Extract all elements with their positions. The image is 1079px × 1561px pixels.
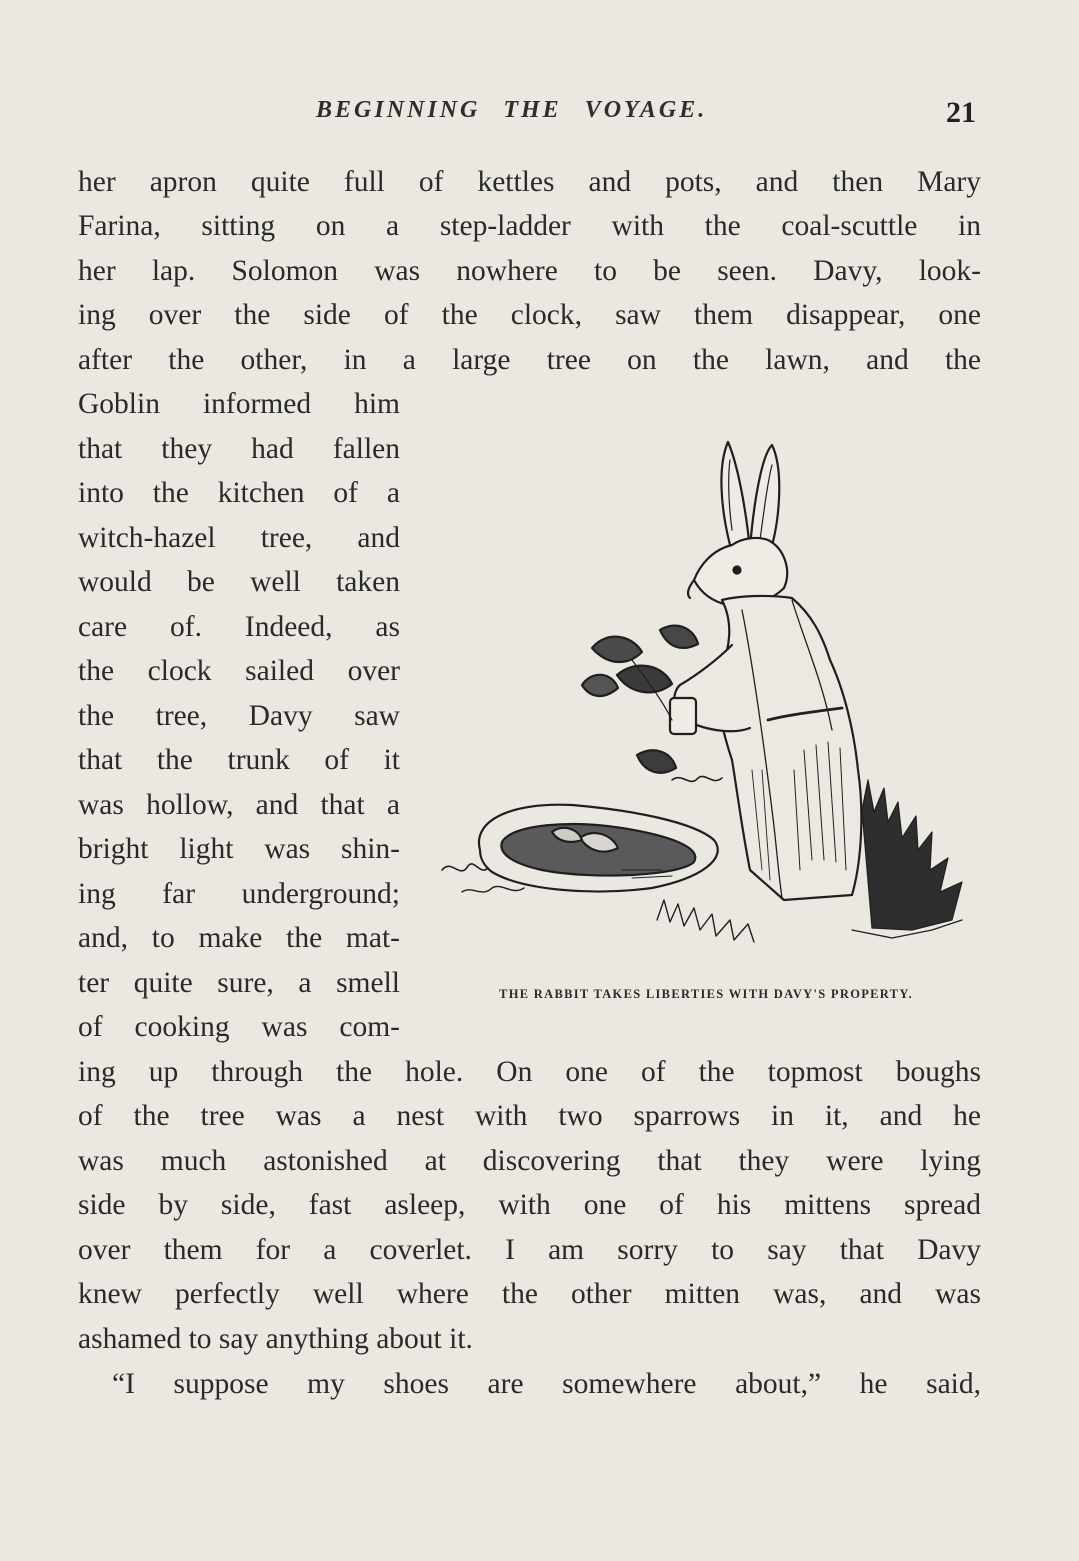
leaf <box>637 750 676 772</box>
text-line: ing over the side of the clock, saw them disappear, one <box>78 299 981 331</box>
text-line: Goblin informed him <box>78 388 400 420</box>
text-line: that they had fallen <box>78 433 400 465</box>
text-line: knew perfectly well where the other mitten was, and was <box>78 1278 981 1310</box>
text-line: Farina, sitting on a step-ladder with the coal-scuttle in <box>78 210 981 242</box>
figure-caption: THE RABBIT TAKES LIBERTIES WITH DAVY'S PROPERTY. <box>499 987 913 1001</box>
text-line: after the other, in a large tree on the lawn, and the <box>78 344 981 376</box>
text-line: ing up through the hole. On one of the topmost boughs <box>78 1056 981 1088</box>
page-number: 21 <box>946 96 976 129</box>
text-line: and, to make the mat- <box>78 922 400 954</box>
text-line: of the tree was a nest with two sparrows in it, and he <box>78 1100 981 1132</box>
text-line: her lap. Solomon was nowhere to be seen. Davy, look- <box>78 255 981 287</box>
text-line: that the trunk of it <box>78 744 400 776</box>
text-line: the tree, Davy saw <box>78 700 400 732</box>
text-line: was hollow, and that a <box>78 789 400 821</box>
text-line: witch-hazel tree, and <box>78 522 400 554</box>
text-line: of cooking was com- <box>78 1011 400 1043</box>
leaf <box>617 666 672 693</box>
text-line: ter quite sure, a smell <box>78 967 400 999</box>
text-line: over them for a coverlet. I am sorry to say that Davy <box>78 1234 981 1266</box>
leaf <box>582 675 618 696</box>
text-line: care of. Indeed, as <box>78 611 400 643</box>
text-line: her apron quite full of kettles and pots, and then Mary <box>78 166 981 198</box>
leaf <box>660 626 698 648</box>
running-head: BEGINNING THE VOYAGE. <box>316 97 708 123</box>
text-line: would be well taken <box>78 566 400 598</box>
text-line: ashamed to say anything about it. <box>78 1323 473 1355</box>
rabbit-ear <box>721 442 750 550</box>
text-line: “I suppose my shoes are somewhere about,” he said, <box>112 1368 981 1400</box>
text-line: the clock sailed over <box>78 655 400 687</box>
text-line: ing far underground; <box>78 878 400 910</box>
grass <box>657 900 754 942</box>
leaf <box>592 637 642 662</box>
rabbit-illustration <box>432 430 980 960</box>
text-line: was much astonished at discovering that they were lying <box>78 1145 981 1177</box>
text-line: side by side, fast asleep, with one of his mittens spread <box>78 1189 981 1221</box>
grass <box>862 780 962 930</box>
text-line: into the kitchen of a <box>78 477 400 509</box>
text-line: bright light was shin- <box>78 833 400 865</box>
